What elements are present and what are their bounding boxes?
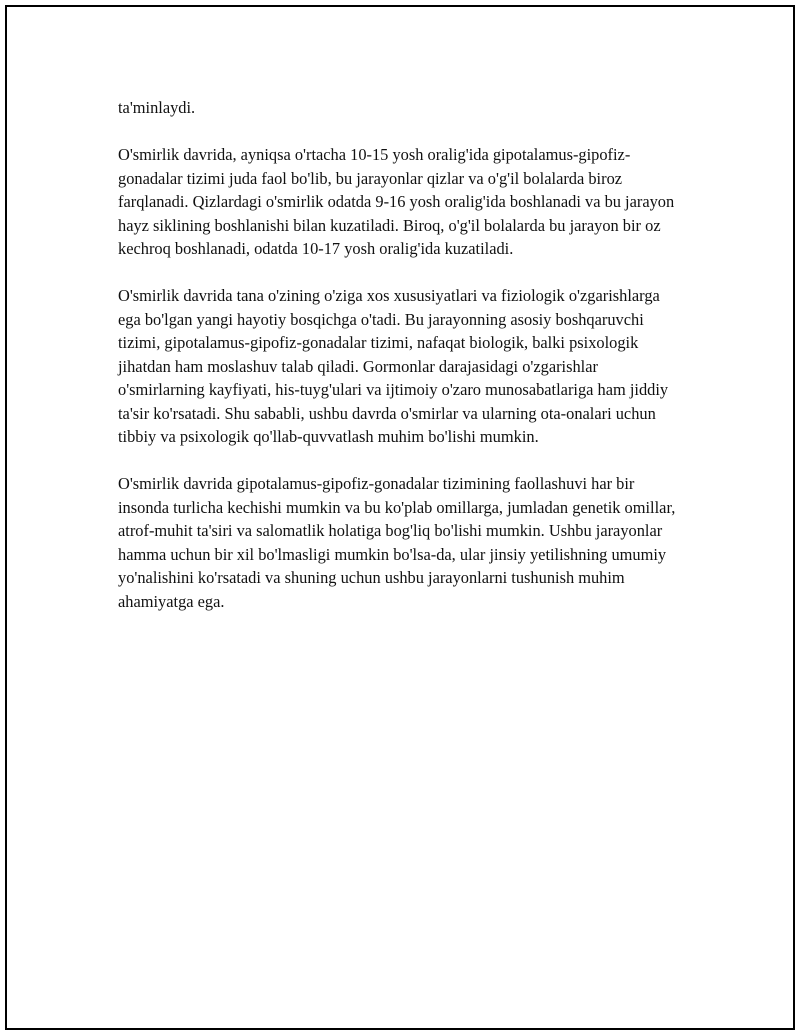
paragraph-4: O'smirlik davrida gipotalamus-gipofiz-gonadalar tizimining faollashuvi har bir insonda turlicha kechishi mumkin va bu ko'plab omillarga, jumladan genetik omillar, atrof-muhit ta'siri va salomatlik holatiga bog'liq bo'lishi mumkin. Ushbu jarayonlar hamma uchun bir xil bo'lmasligi mumkin bo'lsa-da, ular jinsiy yetilishning umumiy yo'nalishini ko'rsatadi va shuning uchun ushbu jarayonlarni tushunish muhim ahamiyatga ega. (118, 474, 676, 611)
document-body (118, 96, 678, 637)
paragraph-3: O'smirlik davrida tana o'zining o'ziga xos xususiyatlari va fiziologik o'zgarishlarga ega bo'lgan yangi hayotiy bosqichga o'tadi. Bu jarayonning asosiy boshqaruvchi tizimi, gipotalamus-gipofiz-gonadalar tizimi, nafaqat biologik, balki psixologik jihatdan ham moslashuv talab qiladi. Gormonlar darajasidagi o'zgarishlar o'smirlarning kayfiyati, his-tuyg'ulari va ijtimoiy o'zaro munosabatlariga ham jiddiy ta'sir ko'rsatadi. Shu sababli, ushbu davrda o'smirlar va ularning ota-onalari uchun tibbiy va psixologik qo'llab-quvvatlash muhim bo'lishi mumkin. (118, 286, 669, 446)
paragraph-1: ta'minlaydi. (118, 98, 196, 117)
paragraph-2: O'smirlik davrida, ayniqsa o'rtacha 10-15 yosh oralig'ida gipotalamus-gipofiz-gonadalar tizimi juda faol bo'lib, bu jarayonlar qizlar va o'g'il bolalarda biroz farqlanadi. Qizlardagi o'smirlik odatda 9-16 yosh oralig'ida boshlanadi va bu jarayon hayz siklining boshlanishi bilan kuzatiladi. Biroq, o'g'il bolalarda bu jarayon bir oz kechroq boshlanadi, odatda 10-17 yosh oralig'ida kuzatiladi. (118, 145, 675, 258)
document-page (5, 5, 795, 1030)
